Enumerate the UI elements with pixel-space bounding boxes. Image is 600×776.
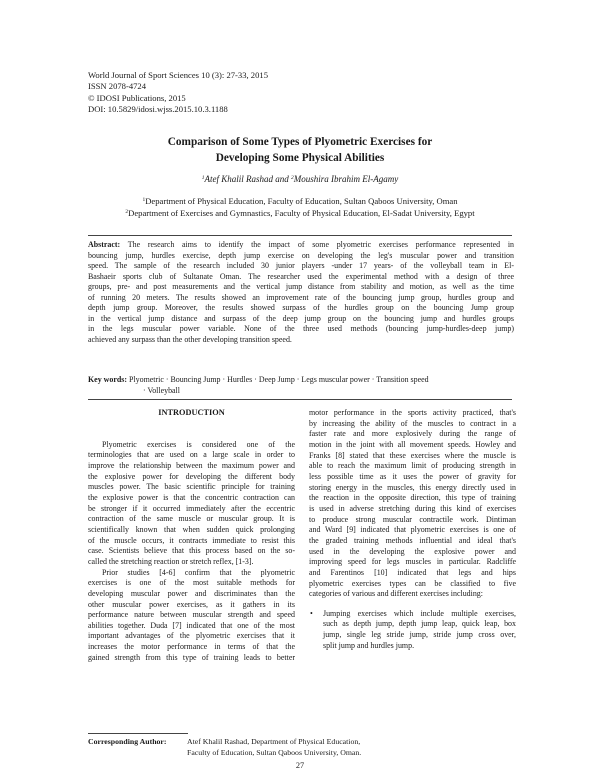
abstract-line: in the vertical jump distance and surpass of the deep jump group on the bouncing jump and hurdles groups <box>88 313 514 323</box>
body-line: muscles power. The basic scientific principle for training <box>88 482 295 492</box>
body-line: improve the relationship between the maximum power and <box>88 460 295 470</box>
abstract-line <box>88 240 514 251</box>
abstract-line: bouncing jump, hurdles exercise, depth jump exercise on developing the leg's muscular power and transition <box>88 250 514 260</box>
bullet-line: split jump and hurdles jump. <box>323 640 415 650</box>
keywords <box>88 375 514 396</box>
bullet-item <box>309 609 516 652</box>
abstract-line: speed. The sample of the research included 30 junior players -under 17 years- of the volleyball team in El- <box>88 261 514 270</box>
journal-header <box>88 70 268 115</box>
authors <box>88 174 512 185</box>
title-line-1: Comparison of Some Types of Plyometric Exercises for <box>167 136 433 148</box>
body-line: and Ward [9] indicated that plyometric exercises is one of <box>309 525 516 535</box>
affiliation-1 <box>88 196 512 208</box>
section-heading-introduction: INTRODUCTION <box>158 408 225 417</box>
corresponding-author-line-2: Faculty of Education, Sultan Qaboos University, Oman. <box>187 747 362 757</box>
body-line: scientifically known that when sudden quick prolonging <box>88 524 295 534</box>
body-line: Plyometric exercises is considered one of the <box>102 439 295 449</box>
body-line: and Farentinos [10] indicated that legs and hips <box>309 567 516 577</box>
body-line: motion in the joint with all movement speeds. Howley and <box>309 439 516 449</box>
corresponding-author-line-1: Atef Khalil Rashad, Department of Physical Education, <box>187 737 361 746</box>
affiliation-2-text: Department of Exercises and Gymnastics, Faculty of Physical Education, El-Sadat University, Egypt <box>128 207 475 218</box>
corresponding-author-label: Corresponding Author: <box>88 737 167 746</box>
page-number: 27 <box>295 761 305 770</box>
body-line: is used in adverse stretching during this kind of exercises <box>309 503 516 513</box>
author-2: Moushira Ibrahim El-Agamy <box>293 174 399 184</box>
body-line: case. Scientists believe that this process based on the so- <box>88 546 295 556</box>
affiliations <box>88 196 512 220</box>
body-line: the graded training methods influential and ideal that's <box>309 535 516 545</box>
journal-issn: ISSN 2078-4724 <box>88 81 147 92</box>
keywords-list: Plyometric · Bouncing Jump · Hurdles · Deep Jump · Legs muscular power · Transition speed <box>129 375 429 384</box>
body-line: plyometric exercises types can be classified to five <box>309 578 516 588</box>
bullet-line: such as depth jump, depth jump leap, quick leap, box <box>323 619 516 629</box>
body-line: contraction of the same muscle or muscular group. It is <box>88 514 295 524</box>
abstract-top-rule <box>88 235 512 236</box>
body-line: to produce strong muscular contractile work. Dintiman <box>309 514 516 524</box>
body-line: faster rate and more explosively during the range of <box>309 429 516 439</box>
abstract-label: Abstract: <box>88 240 121 249</box>
abstract-line: achieved any surpass than the other developing transition speed. <box>88 334 292 344</box>
body-line: the explosive power for developing the different body <box>88 471 295 481</box>
bullet-line: jump, single leg stride jump, stride jump cross over, <box>323 630 516 640</box>
bullet-icon: • <box>310 608 313 618</box>
keywords-line-2: · Volleyball <box>143 385 180 395</box>
body-line: important advantages of the plyometric exercises that it <box>88 631 295 641</box>
footer-line-1 <box>88 737 361 748</box>
body-line: abilities together. Duda [7] indicated that one of the most <box>88 620 295 630</box>
body-line: used in the developing the explosive power and <box>309 546 516 556</box>
keywords-line-1 <box>88 375 514 386</box>
author-2-sup: 2 <box>291 175 294 181</box>
body-line: increases the motor performance in terms of that the <box>88 642 295 652</box>
abstract <box>88 240 514 345</box>
keywords-bottom-rule <box>88 399 512 400</box>
body-line: developing muscular power and discriminates than the <box>88 588 295 598</box>
affiliation-1-sup: 1 <box>142 197 146 203</box>
body-line: able to reach the maximum limit of producing strength in <box>309 461 516 471</box>
body-line: storing energy in the muscles, this energy directly used in <box>309 482 516 492</box>
body-line: Franks [8] stated that these exercises where the muscle is <box>309 450 516 460</box>
body-line: motor performance in the sports activity practiced, that's <box>309 408 516 417</box>
journal-copyright: © IDOSI Publications, 2015 <box>88 92 186 103</box>
author-1: Atef Khalil Rashad <box>204 174 273 184</box>
body-line: exercises is one of the most suitable methods for <box>88 578 295 588</box>
bullet-line: Jumping exercises which include multiple exercises, <box>323 608 516 618</box>
body-line: the reaction in the opposite direction, this type of training <box>309 493 516 503</box>
affiliation-1-text: Department of Physical Education, Faculty of Education, Sultan Qaboos University, Oman <box>145 196 458 206</box>
keywords-label: Key words: <box>88 375 128 384</box>
body-line: Prior studies [4-6] confirm that the plyometric <box>102 567 295 577</box>
body-line: terminologies that are used on a large scale in order to <box>88 450 295 460</box>
body-line: be stronger if it occurred immediately after the eccentric <box>88 503 295 513</box>
paragraph-spacer <box>309 600 516 609</box>
body-line: by increasing the ability of the muscles to contract in a <box>309 418 516 428</box>
abstract-line: Bashaeir sports club of Sultanate Oman. The researcher used the experimental method with a design of three <box>88 271 514 281</box>
abstract-line: in the legs muscular power variable. None of the three used methods (bouncing jump-hurdles-deep jump) <box>88 324 514 333</box>
body-line: gained strength from this type of training leads to better <box>88 652 295 662</box>
journal-doi: DOI: 10.5829/idosi.wjss.2015.10.3.1188 <box>88 103 228 114</box>
corresponding-author <box>88 737 361 758</box>
body-line: the explosive power is that the concentric contraction can <box>88 492 295 502</box>
author-and: and <box>273 174 291 184</box>
left-column <box>88 408 295 663</box>
abstract-line: depth jump group. Moreover, the results showed surpass of the hurdles group on the bouncing Jump group <box>88 303 514 312</box>
body-line: less possible time as it uses the power of gravity for <box>309 471 516 481</box>
body-line: called the stretching reaction or stretch reflex, [1-3]. <box>88 556 254 566</box>
body-line: of the muscle occurs, it contracts immediate to resist this <box>88 535 295 545</box>
journal-citation: World Journal of Sport Sciences 10 (3): 27-33, 2015 <box>88 70 268 80</box>
footer-rule <box>88 733 188 734</box>
abstract-line: of running 20 meters. The results showed an improvement rate of the bouncing jump group, hurdles group and <box>88 292 514 302</box>
author-1-sup: 1 <box>201 175 205 181</box>
right-column <box>309 408 516 651</box>
paper-title <box>88 135 512 166</box>
body-line: other muscular power exercises, as it gathers in its <box>88 599 295 609</box>
title-line-2: Developing Some Physical Abilities <box>215 151 385 164</box>
body-line: improving speed for legs muscles in particular. Radcliffe <box>309 557 516 567</box>
abstract-line: groups, pre- and post measurements and the vertical jump distance from stability and motion, as well as the time <box>88 282 514 291</box>
body-line: performance nature between muscular strength and speed <box>88 610 295 620</box>
body-line: categories of various and different exercises including: <box>309 589 483 599</box>
abstract-text: The research aims to identify the impact of some plyometric exercises performance represented in <box>120 240 514 249</box>
affiliation-2 <box>88 208 512 220</box>
affiliation-2-sup: 2 <box>125 208 129 215</box>
